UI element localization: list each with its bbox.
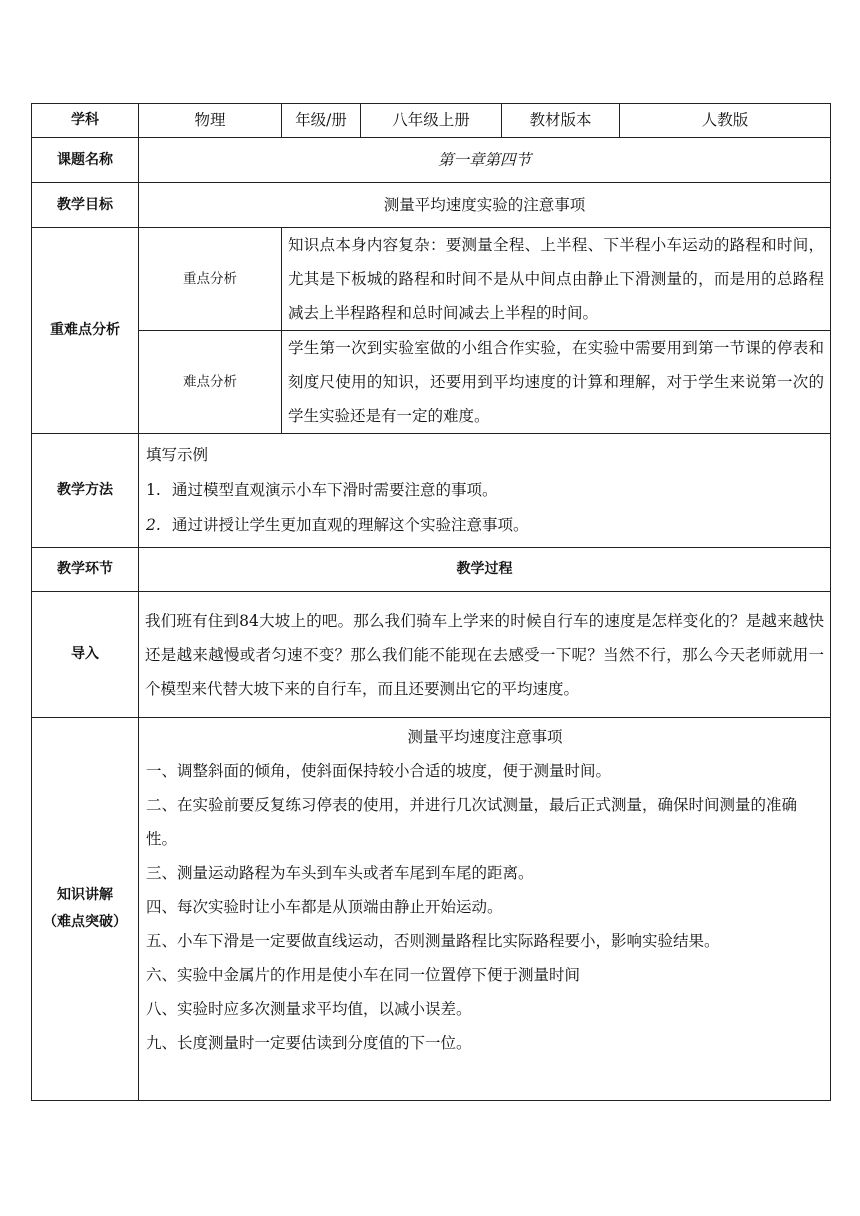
knowledge-item: 二、在实验前要反复练习停表的使用，并进行几次试测量，最后正式测量，确保时间测量的准确性。 [146, 796, 798, 848]
goal-label: 教学目标 [32, 183, 139, 228]
subject-label: 学科 [32, 104, 139, 138]
header-row [32, 104, 831, 138]
knowledge-label-cell [32, 718, 139, 1101]
grade-label: 年级/册 [282, 104, 361, 138]
grade-value: 八年级上册 [361, 104, 502, 138]
intro-label: 导入 [32, 592, 139, 718]
key-analysis-label: 重点分析 [139, 228, 282, 331]
knowledge-item: 一、调整斜面的倾角，使斜面保持较小合适的坡度，便于测量时间。 [146, 762, 612, 780]
textbook-value: 人教版 [620, 104, 831, 138]
method-cell [139, 434, 831, 548]
method-item-number: 1. [146, 481, 161, 499]
process-stage-label: 教学环节 [32, 548, 139, 592]
hard-analysis-label: 难点分析 [139, 331, 282, 434]
hard-analysis-cell [282, 331, 831, 434]
key-analysis-cell [282, 228, 831, 331]
knowledge-item: 九、长度测量时一定要估读到分度值的下一位。 [146, 1034, 472, 1052]
method-row [32, 434, 831, 548]
knowledge-item: 五、小车下滑是一定要做直线运动，否则测量路程比实际路程要小，影响实验结果。 [146, 932, 720, 950]
knowledge-title: 测量平均速度注意事项 [407, 728, 563, 746]
method-item [146, 473, 830, 508]
knowledge-item: 三、测量运动路程为车头到车头或者车尾到车尾的距离。 [146, 864, 534, 882]
topic-row [32, 138, 831, 183]
knowledge-item: 八、实验时应多次测量求平均值，以减小误差。 [146, 1000, 472, 1018]
lesson-plan-sheet [31, 103, 830, 1101]
method-item-number: 2. [146, 516, 161, 534]
knowledge-row [32, 718, 831, 1101]
method-item-text: 通过模型直观演示小车下滑时需要注意的事项。 [172, 481, 498, 499]
goal-row [32, 183, 831, 228]
textbook-label: 教材版本 [502, 104, 620, 138]
intro-cell [139, 592, 831, 718]
topic-value: 第一章第四节 [139, 138, 831, 183]
method-label: 教学方法 [32, 434, 139, 548]
analysis-label: 重难点分析 [32, 228, 139, 434]
process-header-row [32, 548, 831, 592]
knowledge-cell [139, 718, 831, 1101]
hard-analysis-row [32, 331, 831, 434]
key-analysis-text: 知识点本身内容复杂：要测量全程、上半程、下半程小车运动的路程和时间，尤其是下板城的路程和时间不是从中间点由静止下滑测量的，而是用的总路程减去上半程路程和总时间减去上半程的时间。 [288, 236, 824, 322]
method-item [146, 508, 830, 543]
method-intro: 填写示例 [146, 446, 209, 464]
method-item-text: 通过讲授让学生更加直观的理解这个实验注意事项。 [172, 516, 529, 534]
subject-value: 物理 [139, 104, 282, 138]
key-analysis-row [32, 228, 831, 331]
goal-value: 测量平均速度实验的注意事项 [139, 183, 831, 228]
knowledge-label: 知识讲解 [57, 887, 113, 904]
hard-analysis-text: 学生第一次到实验室做的小组合作实验，在实验中需要用到第一节课的停表和刻度尺使用的知识，还要用到平均速度的计算和理解，对于学生来说第一次的学生实验还是有一定的难度。 [288, 339, 824, 425]
process-title: 教学过程 [139, 548, 831, 592]
intro-text: 我们班有住到84大坡上的吧。那么我们骑车上学来的时候自行车的速度是怎样变化的？是越来越快还是越来越慢或者匀速不变？那么我们能不能现在去感受一下呢？当然不行，那么今天老师就用一个模型来代替大坡下来的自行车，而且还要测出它的平均速度。 [145, 611, 824, 698]
topic-label: 课题名称 [32, 138, 139, 183]
knowledge-sublabel: （难点突破） [43, 914, 127, 930]
knowledge-item: 四、每次实验时让小车都是从顶端由静止开始运动。 [146, 898, 503, 916]
lesson-plan-table [31, 103, 831, 1101]
knowledge-item: 六、实验中金属片的作用是使小车在同一位置停下便于测量时间 [146, 966, 581, 984]
intro-row [32, 592, 831, 718]
